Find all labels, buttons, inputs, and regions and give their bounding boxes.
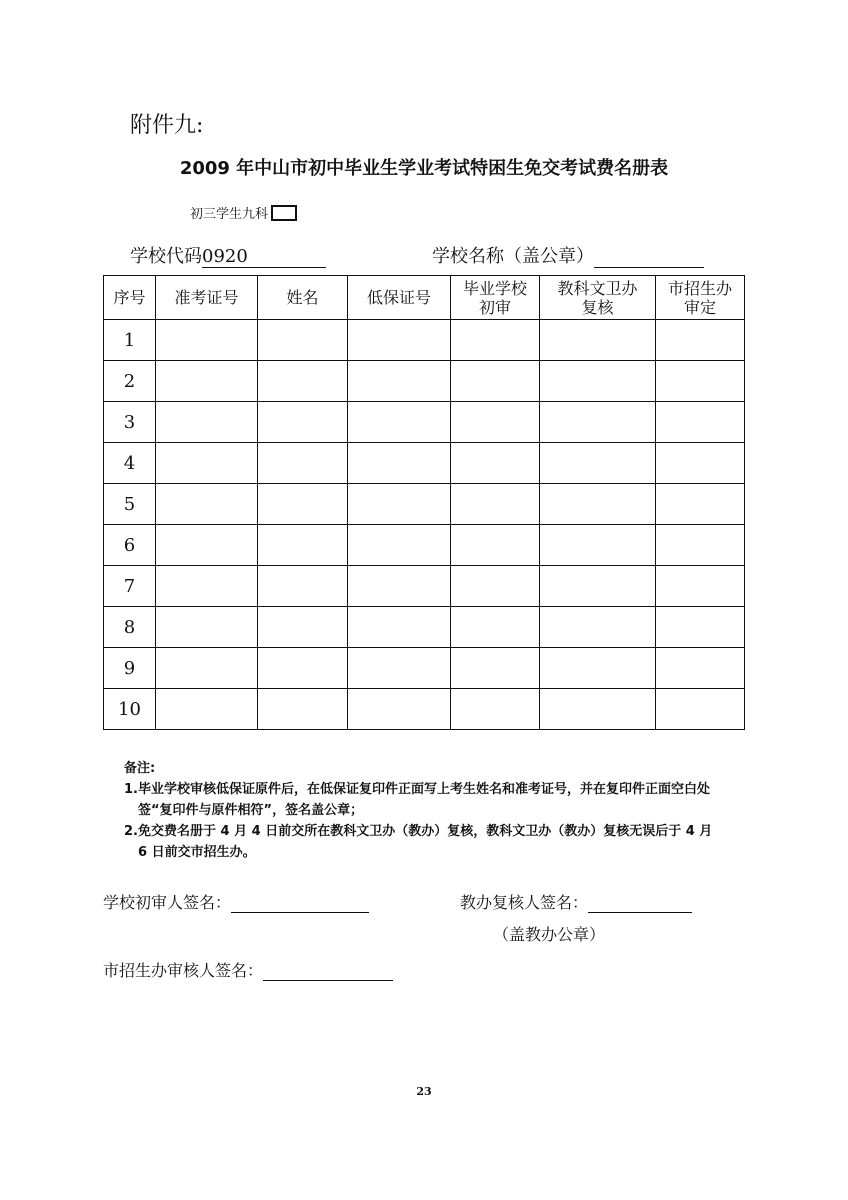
- school-reviewer-label: 学校初审人签名：: [103, 893, 232, 912]
- column-header: [104, 276, 156, 320]
- column-header-line: 低保证号: [366, 288, 431, 307]
- row-number: 6: [104, 525, 156, 566]
- table-cell[interactable]: [156, 566, 258, 607]
- table-cell[interactable]: [451, 402, 540, 443]
- table-row: [104, 689, 745, 730]
- table-cell[interactable]: [656, 320, 745, 361]
- office-reviewer-signature: [460, 890, 692, 913]
- note-item: [124, 821, 724, 863]
- table-cell[interactable]: [348, 525, 451, 566]
- row-number: 1: [104, 320, 156, 361]
- table-cell[interactable]: [540, 484, 656, 525]
- school-name-field: [432, 242, 704, 268]
- table-cell[interactable]: [348, 566, 451, 607]
- note-text: 免交费名册于 4 月 4 日前交所在教科文卫办（教办）复核，教科文卫办（教办）复核无误后于 4 月 6 日前交市招生办。: [138, 824, 713, 860]
- table-cell[interactable]: [540, 443, 656, 484]
- table-body: [104, 320, 745, 730]
- table-cell[interactable]: [451, 320, 540, 361]
- column-header-line: 教科文卫办: [557, 278, 638, 298]
- table-cell[interactable]: [348, 484, 451, 525]
- column-header: [156, 276, 258, 320]
- table-cell[interactable]: [258, 648, 348, 689]
- table-cell[interactable]: [156, 443, 258, 484]
- page-number: 23: [416, 1085, 432, 1098]
- table-cell[interactable]: [540, 566, 656, 607]
- table-cell[interactable]: [348, 689, 451, 730]
- column-header-line: 毕业学校: [462, 278, 527, 298]
- school-code-value[interactable]: 0920: [202, 246, 326, 268]
- table-cell[interactable]: [348, 320, 451, 361]
- table-cell[interactable]: [540, 402, 656, 443]
- note-text: 毕业学校审核低保证原件后，在低保证复印件正面写上考生姓名和准考证号，并在复印件正面空白处签“复印件与原件相符”，签名盖公章；: [138, 782, 711, 818]
- table-cell[interactable]: [156, 361, 258, 402]
- table-cell[interactable]: [348, 648, 451, 689]
- table-cell[interactable]: [156, 607, 258, 648]
- column-header: [348, 276, 451, 320]
- table-cell[interactable]: [156, 320, 258, 361]
- table-cell[interactable]: [451, 443, 540, 484]
- table-cell[interactable]: [656, 566, 745, 607]
- subject-checkbox[interactable]: [271, 205, 297, 221]
- table-cell[interactable]: [348, 443, 451, 484]
- office-reviewer-signature-line[interactable]: [588, 894, 692, 913]
- office-reviewer-label: 教办复核人签名：: [460, 893, 589, 912]
- city-reviewer-signature-line[interactable]: [263, 962, 393, 981]
- row-number: 3: [104, 402, 156, 443]
- column-header-line: 市招生办: [667, 278, 732, 298]
- table-cell[interactable]: [656, 525, 745, 566]
- table-cell[interactable]: [656, 361, 745, 402]
- page-title: 2009 年中山市初中毕业生学业考试特困生免交考试费名册表: [179, 158, 669, 179]
- row-number: 10: [104, 689, 156, 730]
- table-cell[interactable]: [348, 361, 451, 402]
- table-cell[interactable]: [451, 361, 540, 402]
- attachment-label: 附件九:: [130, 113, 204, 138]
- table-cell[interactable]: [156, 402, 258, 443]
- table-cell[interactable]: [451, 566, 540, 607]
- column-header: [258, 276, 348, 320]
- table-cell[interactable]: [451, 648, 540, 689]
- table-cell[interactable]: [540, 689, 656, 730]
- table-cell[interactable]: [451, 689, 540, 730]
- subtitle: [190, 203, 297, 222]
- column-header-line: 审定: [683, 297, 716, 317]
- table-cell[interactable]: [656, 402, 745, 443]
- column-header-line: 初审: [478, 297, 511, 317]
- city-reviewer-label: 市招生办审核人签名：: [103, 961, 264, 980]
- row-number: 4: [104, 443, 156, 484]
- table-cell[interactable]: [258, 566, 348, 607]
- table-cell[interactable]: [258, 320, 348, 361]
- row-number: 2: [104, 361, 156, 402]
- table-cell[interactable]: [540, 607, 656, 648]
- note-item: [124, 779, 724, 821]
- table-row: [104, 525, 745, 566]
- table-row: [104, 320, 745, 361]
- school-reviewer-signature-line[interactable]: [231, 894, 369, 913]
- school-code-field: [130, 242, 326, 268]
- table-cell[interactable]: [540, 525, 656, 566]
- table-cell[interactable]: [156, 648, 258, 689]
- table-cell[interactable]: [258, 361, 348, 402]
- notes-heading: 备注:: [124, 761, 156, 776]
- table-cell[interactable]: [540, 320, 656, 361]
- row-number: 7: [104, 566, 156, 607]
- row-number: 5: [104, 484, 156, 525]
- table-cell[interactable]: [656, 648, 745, 689]
- table-cell[interactable]: [656, 689, 745, 730]
- table-cell[interactable]: [258, 443, 348, 484]
- subtitle-text: 初三学生九科: [190, 207, 269, 222]
- school-reviewer-signature: [103, 890, 369, 913]
- school-code-label: 学校代码: [130, 246, 202, 267]
- office-stamp-note: （盖教办公章）: [493, 925, 606, 944]
- table-cell[interactable]: [156, 525, 258, 566]
- roster-table: [103, 275, 745, 730]
- table-row: [104, 566, 745, 607]
- column-header: [656, 276, 745, 320]
- table-row: [104, 361, 745, 402]
- table-cell[interactable]: [656, 484, 745, 525]
- city-reviewer-signature: [103, 958, 393, 981]
- table-cell[interactable]: [540, 648, 656, 689]
- note-number: 1.: [124, 782, 138, 797]
- table-row: [104, 484, 745, 525]
- school-name-input[interactable]: [594, 247, 704, 268]
- column-header: [451, 276, 540, 320]
- column-header-line: 序号: [113, 288, 146, 307]
- notes-section: [124, 758, 724, 863]
- table-cell[interactable]: [258, 607, 348, 648]
- note-number: 2.: [124, 824, 138, 839]
- column-header-line: 准考证号: [174, 288, 239, 307]
- table-cell[interactable]: [451, 484, 540, 525]
- table-cell[interactable]: [348, 607, 451, 648]
- column-header: [540, 276, 656, 320]
- column-header-line: 复核: [581, 297, 614, 317]
- row-number: 8: [104, 607, 156, 648]
- school-name-label: 学校名称（盖公章）: [432, 246, 594, 267]
- table-cell[interactable]: [258, 402, 348, 443]
- row-number: 9: [104, 648, 156, 689]
- column-header-line: 姓名: [286, 288, 319, 307]
- table-cell[interactable]: [451, 607, 540, 648]
- table-row: [104, 402, 745, 443]
- table-cell[interactable]: [258, 484, 348, 525]
- table-cell[interactable]: [451, 525, 540, 566]
- table-row: [104, 443, 745, 484]
- table-cell[interactable]: [258, 689, 348, 730]
- table-cell[interactable]: [156, 689, 258, 730]
- table-row: [104, 648, 745, 689]
- table-cell[interactable]: [656, 607, 745, 648]
- table-row: [104, 607, 745, 648]
- table-header-row: [104, 276, 745, 320]
- table-cell[interactable]: [348, 402, 451, 443]
- table-cell[interactable]: [540, 361, 656, 402]
- table-cell[interactable]: [656, 443, 745, 484]
- table-cell[interactable]: [156, 484, 258, 525]
- table-cell[interactable]: [258, 525, 348, 566]
